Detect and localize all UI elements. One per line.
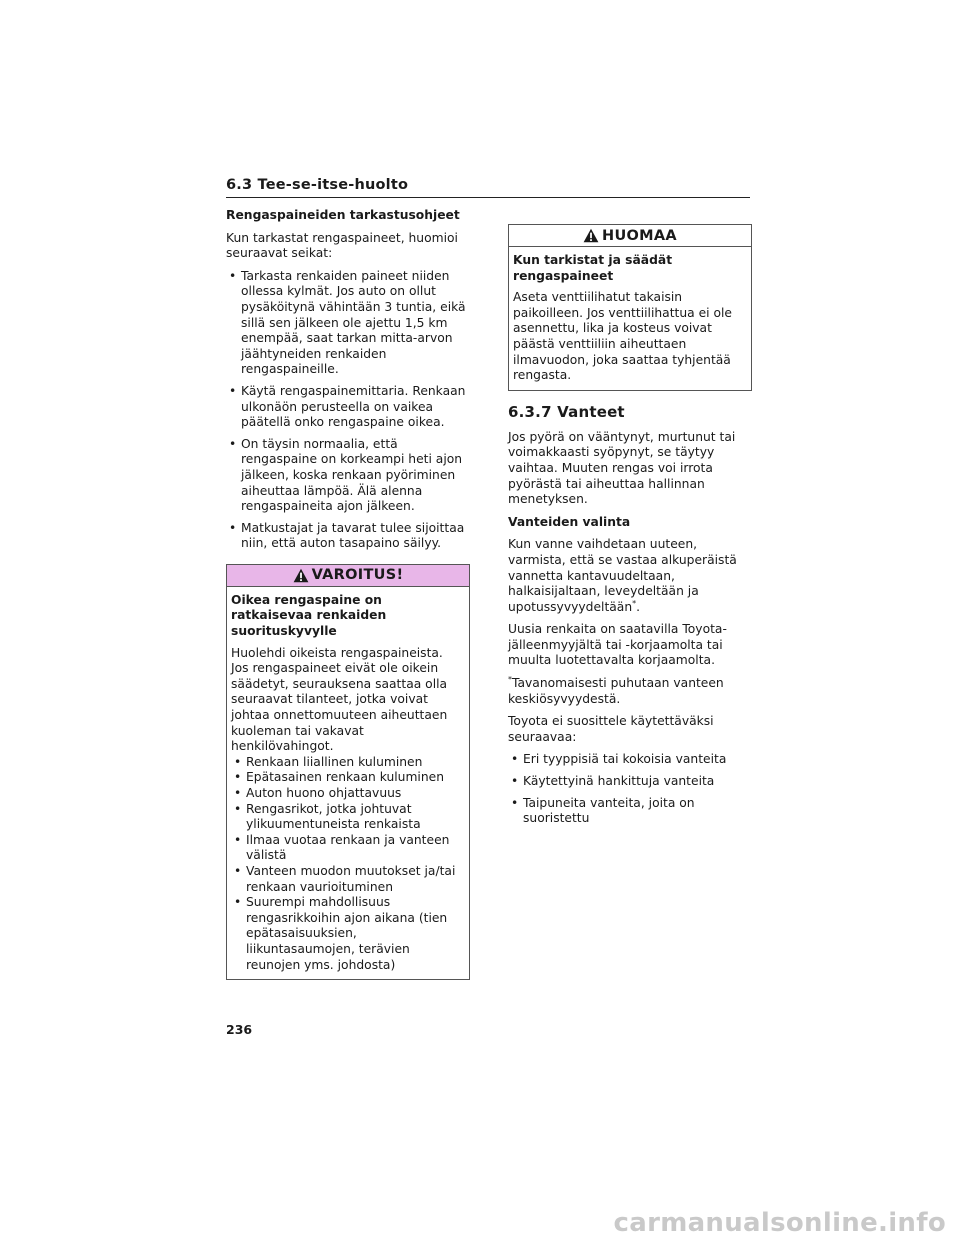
not-recommended-list <box>508 752 752 826</box>
watermark: carmanualsonline.info <box>613 1208 946 1238</box>
list-item: • Epätasainen renkaan kuluminen <box>231 770 461 786</box>
notice-subheading: Kun tarkistat ja säädät rengaspaineet <box>513 253 673 283</box>
dealer-availability-text: Uusia renkaita on saatavilla Toyota-jälleenmyyjältä tai -korjaamolta tai muulta luotettavalta korjaamolta. <box>508 622 727 668</box>
footnote-marker: * <box>508 674 512 684</box>
list-item: • Matkustajat ja tavarat tulee sijoittaa niin, että auton tasapaino säilyy. <box>226 521 470 552</box>
notice-title-bar <box>509 225 751 247</box>
wheel-selection-text: Kun vanne vaihdetaan uuteen, varmista, että se vastaa alkuperäistä vannetta kantavuudeltaan, halkaisijaltaan, leveydeltään ja upotussyvyydeltään*. <box>508 537 737 614</box>
list-item: • On täysin normaalia, että rengaspaine on korkeampi heti ajon jälkeen, koska renkaan pyöriminen aiheuttaa lämpöä. Älä alenna rengaspaineita ajon jälkeen. <box>226 437 470 515</box>
list-item: • Tarkasta renkaiden paineet niiden ollessa kylmät. Jos auto on ollut pysäköitynä vähintään 3 tuntia, eikä sillä sen jälkeen ole ajettu 1,5 km enempää, saat tarkan mitta-arvon jäähtyneiden renkaiden rengaspaineille. <box>226 269 470 378</box>
section-header: 6.3 Tee-se-itse-huolto <box>226 177 750 198</box>
warning-subheading: Oikea rengaspaine on ratkaisevaa renkaiden suorituskyvylle <box>231 592 387 639</box>
notice-box <box>508 224 752 391</box>
warning-title-bar <box>227 565 469 587</box>
warning-box <box>226 564 470 980</box>
wheels-section-title: 6.3.7 Vanteet <box>508 402 625 421</box>
page-number: 236 <box>226 1022 253 1037</box>
list-item: • Ilmaa vuotaa renkaan ja vanteen välistä <box>231 833 461 864</box>
wheel-selection-heading: Vanteiden valinta <box>508 514 631 529</box>
notice-body: Aseta venttiilihatut takaisin paikoilleen. Jos venttiilihattua ei ole asennettu, lika ja kosteus voivat päästä venttiiliin aiheuttaen ilmavuodon, joka saattaa tyhjentää rengasta. <box>513 290 732 383</box>
list-item: • Käytettyinä hankittuja vanteita <box>508 774 752 790</box>
warning-triangle-icon <box>293 568 309 583</box>
right-column <box>508 224 752 833</box>
list-item: • Taipuneita vanteita, joita on suoristettu <box>508 796 752 827</box>
warning-title: VAROITUS! <box>311 567 404 584</box>
footnote-marker: * <box>632 598 637 608</box>
list-item: • Suurempi mahdollisuus rengasrikkoihin ajon aikana (tien epätasaisuuksien, liikuntasaumojen, terävien reunojen yms. johdosta) <box>231 895 461 973</box>
tire-pressure-heading: Rengaspaineiden tarkastusohjeet <box>226 208 460 222</box>
wheels-intro: Jos pyörä on vääntynyt, murtunut tai voimakkaasti syöpynyt, se täytyy vaihtaa. Muuten rengas voi irrota pyörästä tai aiheuttaa hallinnan menetyksen. <box>508 429 736 507</box>
footnote: *Tavanomaisesti puhutaan vanteen keskiösyvyydestä. <box>508 674 724 706</box>
warning-list <box>231 755 461 973</box>
list-item: • Auton huono ohjattavuus <box>231 786 461 802</box>
list-item: • Käytä rengaspainemittaria. Renkaan ulkonäön perusteella on vaikea päätellä onko rengaspaine oikea. <box>226 384 470 431</box>
notice-title: HUOMAA <box>602 227 677 244</box>
intro-text: Kun tarkastat rengaspaineet, huomioi seuraavat seikat: <box>226 230 458 261</box>
list-item: • Vanteen muodon muutokset ja/tai renkaan vaurioituminen <box>231 864 461 895</box>
list-item: • Eri tyyppisiä tai kokoisia vanteita <box>508 752 752 768</box>
warning-triangle-icon <box>583 228 599 243</box>
list-item: • Rengasrikot, jotka johtuvat ylikuumentuneista renkaista <box>231 802 461 833</box>
not-recommended-intro: Toyota ei suosittele käytettäväksi seuraavaa: <box>508 714 714 744</box>
list-item: • Renkaan liiallinen kuluminen <box>231 755 461 771</box>
left-column <box>226 208 470 994</box>
warning-body: Huolehdi oikeista rengaspaineista. Jos rengaspaineet eivät ole oikein säädetyt, seurauksena saattaa olla seuraavat tilanteet, jotka voivat johtaa onnettomuuteen aiheuttaen kuoleman tai vakavat henkilövahingot. <box>231 645 448 754</box>
check-instructions-list <box>226 269 470 552</box>
